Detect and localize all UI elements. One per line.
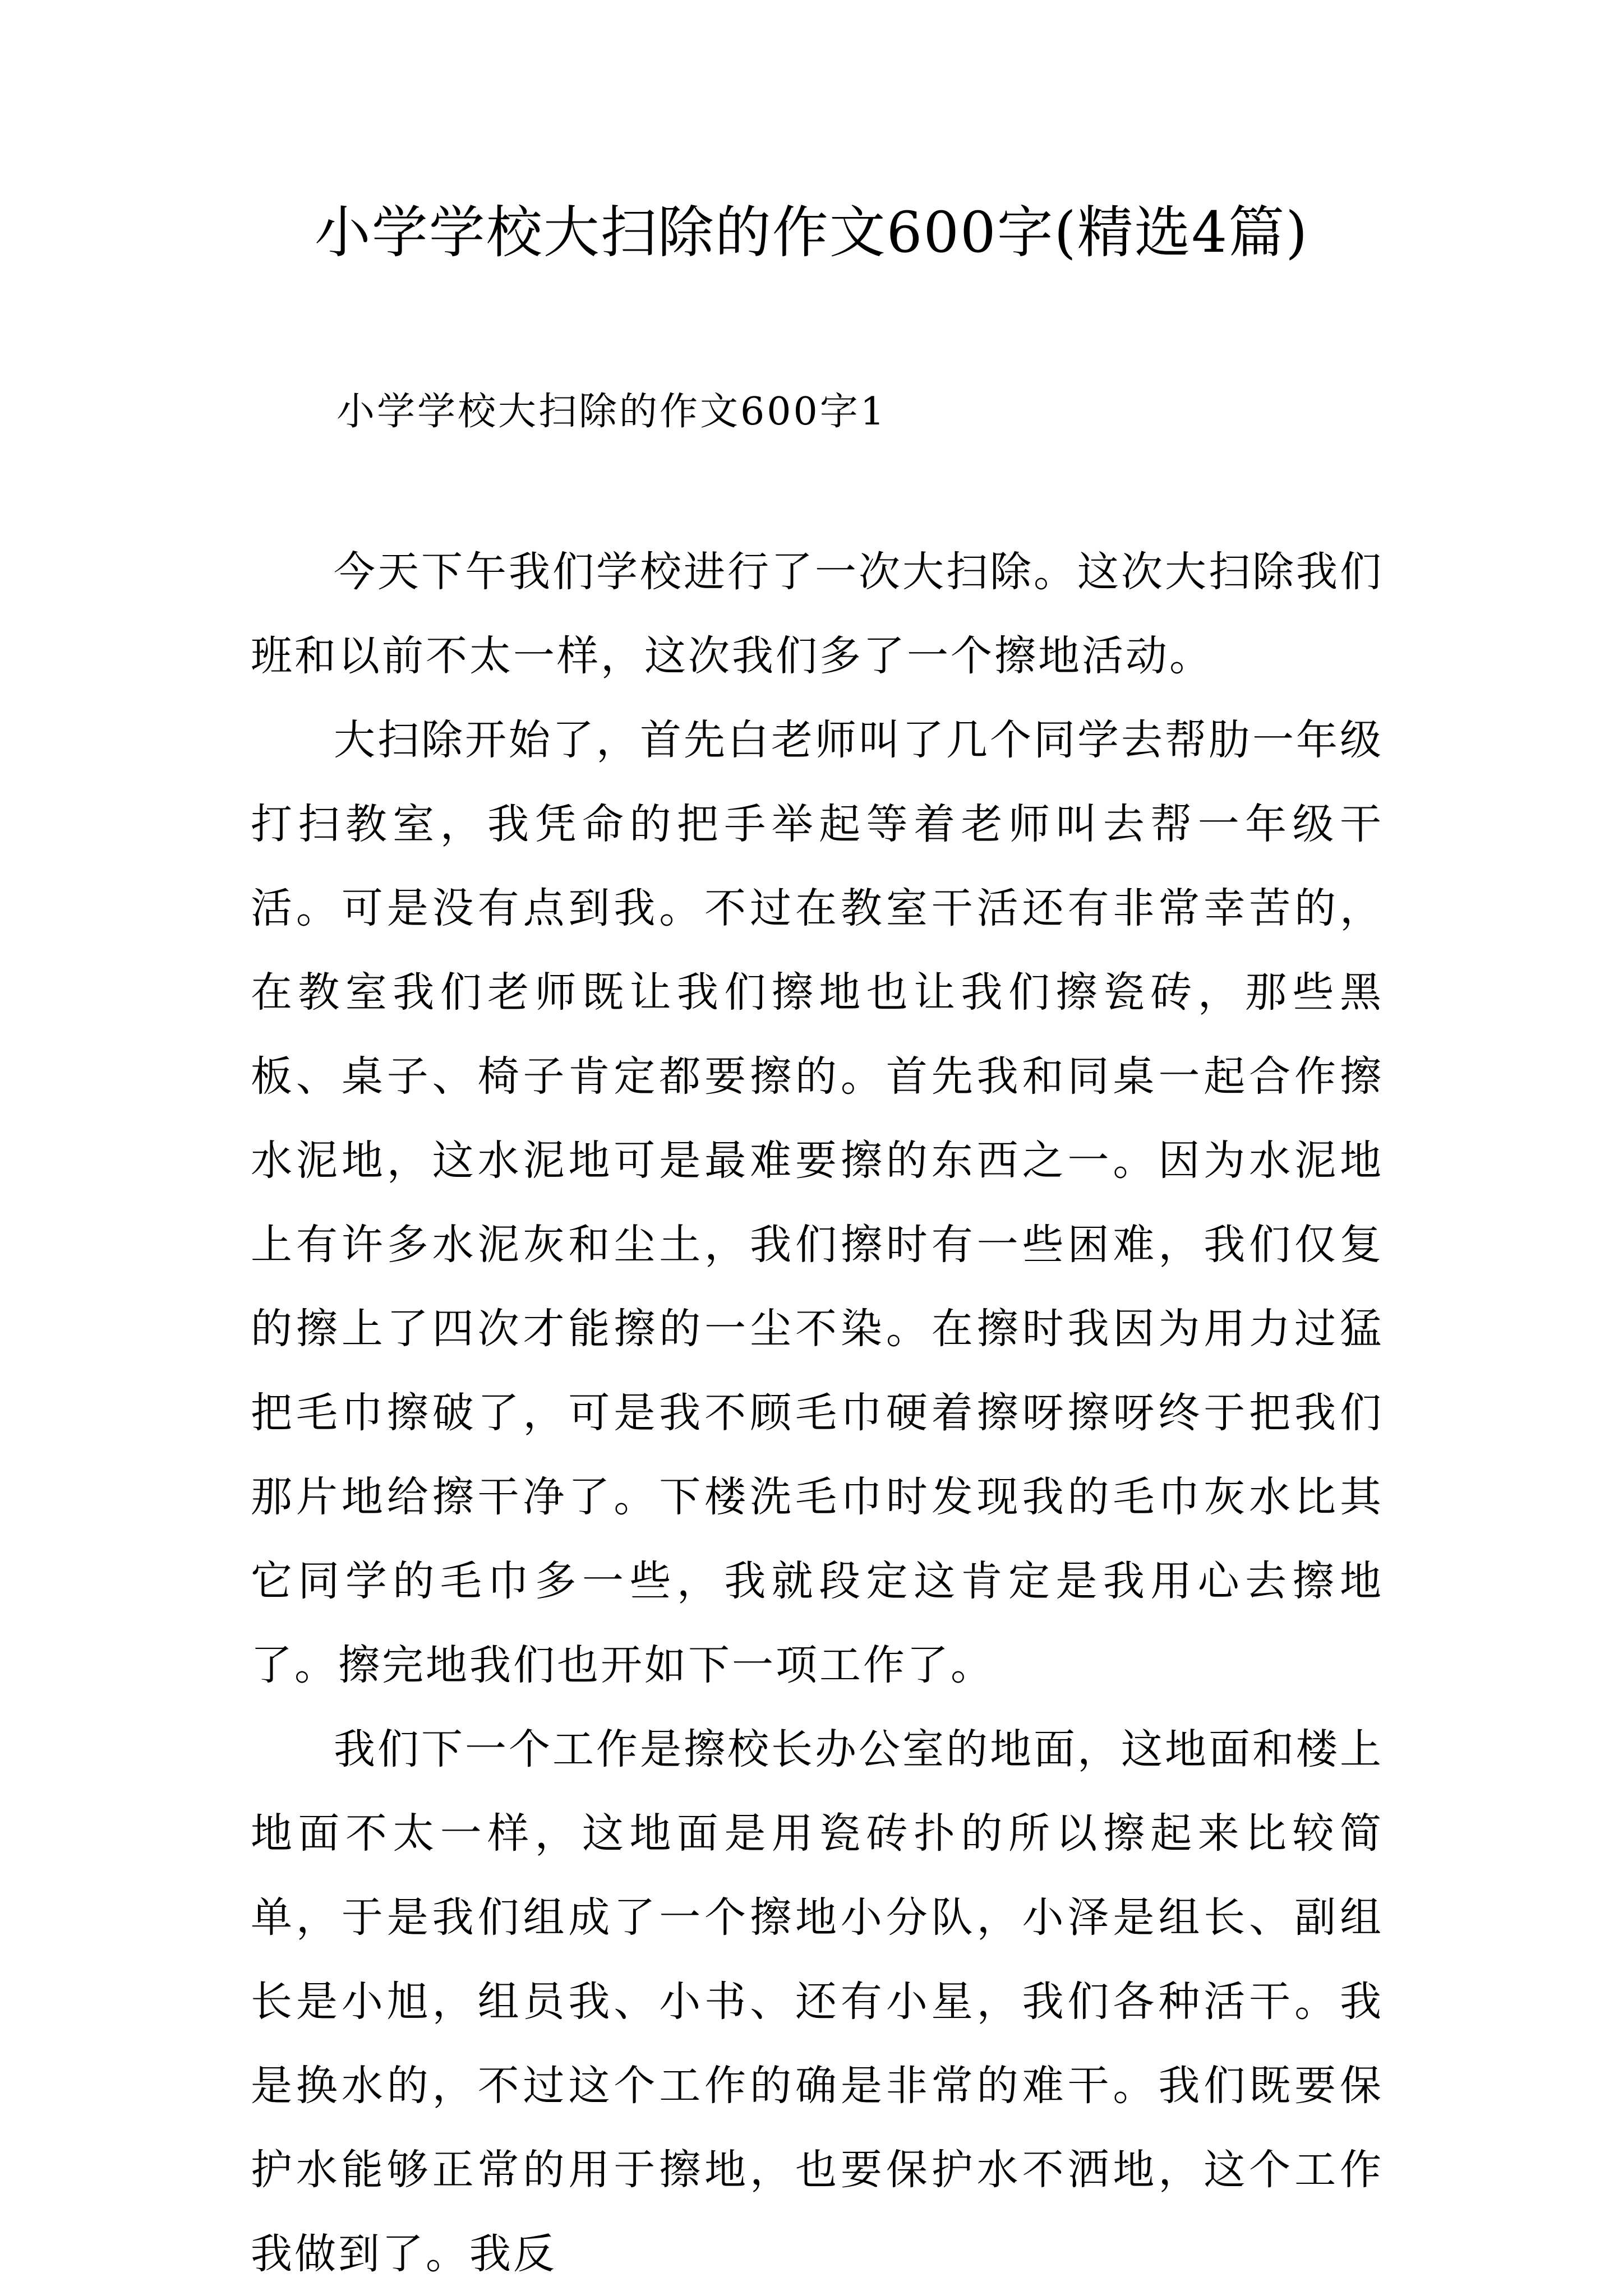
document-title: 小学学校大扫除的作文600字(精选4篇): [314, 200, 1309, 265]
section-heading: 小学学校大扫除的作文600字1: [336, 390, 887, 434]
paragraph: 今天下午我们学校进行了一次大扫除。这次大扫除我们班和以前不太一样，这次我们多了一个擦地活动。: [251, 548, 1384, 680]
essay-body: [251, 530, 1384, 2296]
paragraph: 我们下一个工作是擦校长办公室的地面，这地面和楼上地面不太一样，这地面是用瓷砖扑的所以擦起来比较简单，于是我们组成了一个擦地小分队，小泽是组长、副组长是小旭，组员我、小书、还有小星，我们各种活干。我是换水的，不过这个工作的确是非常的难干。我们既要保护水能够正常的用于擦地，也要保护水不洒地，这个工作我做到了。我反: [251, 1725, 1384, 2278]
paragraph: 大扫除开始了，首先白老师叫了几个同学去帮肋一年级打扫教室，我凭命的把手举起等着老师叫去帮一年级干活。可是没有点到我。不过在教室干活还有非常幸苦的，在教室我们老师既让我们擦地也让我们擦瓷砖，那些黑板、桌子、椅子肯定都要擦的。首先我和同桌一起合作擦水泥地，这水泥地可是最难要擦的东西之一。因为水泥地上有许多水泥灰和尘土，我们擦时有一些困难，我们仅复的擦上了四次才能擦的一尘不染。在擦时我因为用力过猛把毛巾擦破了，可是我不顾毛巾硬着擦呀擦呀终于把我们那片地给擦干净了。下楼洗毛巾时发现我的毛巾灰水比其它同学的毛巾多一些，我就段定这肯定是我用心去擦地了。擦完地我们也开如下一项工作了。: [251, 716, 1384, 1689]
